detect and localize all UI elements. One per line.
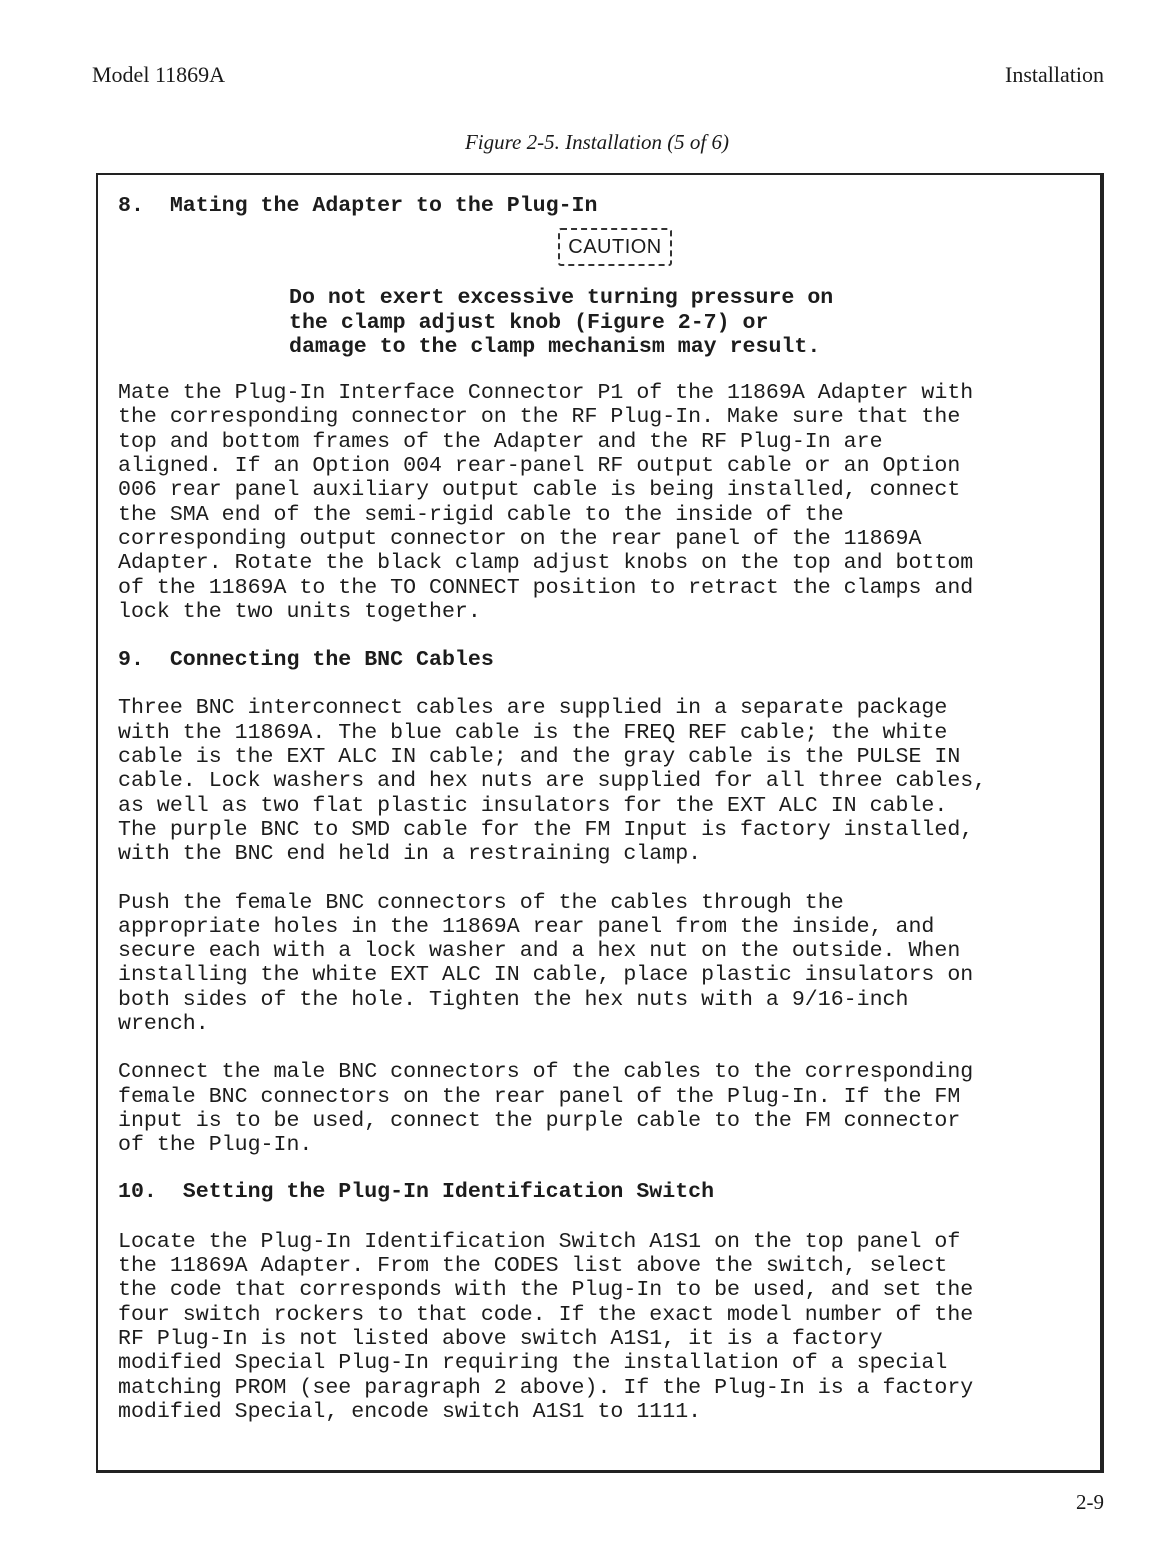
text-line: female BNC connectors on the rear panel of the Plug-In. If the FM (118, 1084, 961, 1109)
text-line: cable is the EXT ALC IN cable; and the gray cable is the PULSE IN (118, 745, 961, 770)
text-line: cable. Lock washers and hex nuts are supplied for all three cables, (118, 769, 987, 794)
text-line: wrench. (118, 1012, 209, 1037)
caution-label: CAUTION (558, 228, 672, 265)
caution-text (289, 286, 1098, 359)
text-line: secure each with a lock washer and a hex nut on the outside. When (118, 939, 961, 964)
caution-notice (118, 228, 1098, 278)
text-line: lock the two units together. (118, 599, 481, 624)
text-line: as well as two flat plastic insulators for the EXT ALC IN cable. (118, 793, 948, 818)
text-line: with the 11869A. The blue cable is the FREQ REF cable; the white (118, 720, 948, 745)
text-line: input is to be used, connect the purple cable to the FM connector (118, 1108, 961, 1133)
header-model: Model 11869A (92, 62, 226, 87)
text-line: The purple BNC to SMD cable for the FM Input is factory installed, (118, 817, 974, 842)
caution-line: Do not exert excessive turning pressure on (289, 286, 834, 311)
text-line: with the BNC end held in a restraining clamp. (118, 842, 702, 867)
text-line: Push the female BNC connectors of the cables through the (118, 890, 844, 915)
caution-line: damage to the clamp mechanism may result. (289, 334, 821, 359)
text-line: the code that corresponds with the Plug-In to be used, and set the (118, 1278, 974, 1303)
text-line: Adapter. Rotate the black clamp adjust knobs on the top and bottom (118, 551, 974, 576)
text-line: of the 11869A to the TO CONNECT position to retract the clamps and (118, 575, 974, 600)
text-line: Locate the Plug-In Identification Switch A1S1 on the top panel of (118, 1229, 961, 1254)
text-line: modified Special Plug-In requiring the installation of a special (118, 1351, 948, 1376)
text-line: Three BNC interconnect cables are supplied in a separate package (118, 696, 948, 721)
text-line: of the Plug-In. (118, 1133, 313, 1158)
caution-line: the clamp adjust knob (Figure 2-7) or (289, 310, 769, 335)
section-10-heading: 10. Setting the Plug-In Identification Switch (118, 1179, 715, 1204)
section-9-paragraph-1 (118, 696, 1098, 866)
section-9-paragraph-3 (118, 1060, 1098, 1157)
text-line: RF Plug-In is not listed above switch A1S1, it is a factory (118, 1326, 883, 1351)
section-8-paragraph (118, 381, 1098, 624)
text-line: the corresponding connector on the RF Plug-In. Make sure that the (118, 405, 961, 430)
text-line: four switch rockers to that code. If the exact model number of the (118, 1302, 974, 1327)
page-number: 2-9 (1076, 1490, 1104, 1514)
text-line: both sides of the hole. Tighten the hex nuts with a 9/16-inch (118, 987, 909, 1012)
text-line: the SMA end of the semi-rigid cable to the inside of the (118, 502, 844, 527)
text-line: the 11869A Adapter. From the CODES list above the switch, select (118, 1254, 948, 1279)
text-line: modified Special, encode switch A1S1 to 1111. (118, 1399, 702, 1424)
text-line: installing the white EXT ALC IN cable, place plastic insulators on (118, 963, 974, 988)
section-8-heading: 8. Mating the Adapter to the Plug-In (118, 194, 598, 218)
header-section: Installation (1005, 62, 1104, 87)
text-line: Connect the male BNC connectors of the cables to the corresponding (118, 1060, 974, 1085)
text-line: 006 rear panel auxiliary output cable is being installed, connect (118, 478, 961, 503)
text-line: matching PROM (see paragraph 2 above). If the Plug-In is a factory (118, 1375, 974, 1400)
text-line: top and bottom frames of the Adapter and the RF Plug-In are (118, 429, 883, 454)
section-9-paragraph-2 (118, 891, 1098, 1037)
text-line: aligned. If an Option 004 rear-panel RF output cable or an Option (118, 454, 961, 479)
section-9-heading: 9. Connecting the BNC Cables (118, 648, 494, 673)
text-line: corresponding output connector on the rear panel of the 11869A (118, 526, 922, 551)
figure-caption: Figure 2-5. Installation (5 of 6) (464, 130, 730, 154)
text-line: appropriate holes in the 11869A rear panel from the inside, and (118, 914, 935, 939)
text-line: Mate the Plug-In Interface Connector P1 of the 11869A Adapter with (118, 381, 974, 406)
figure-content (118, 194, 1098, 1424)
section-10-paragraph (118, 1230, 1098, 1424)
